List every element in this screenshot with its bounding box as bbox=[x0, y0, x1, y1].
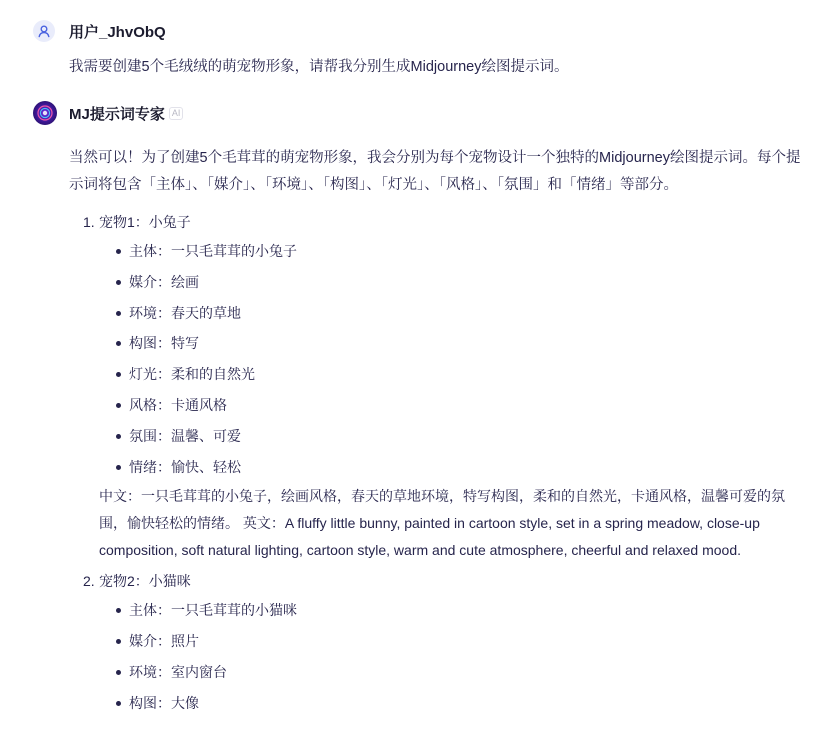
pet-title: 宠物2：小猫咪 bbox=[99, 573, 191, 590]
attribute-item: 氛围：温馨、可爱 bbox=[99, 421, 809, 452]
user-avatar bbox=[33, 20, 55, 42]
user-message-text: 我需要创建5个毛绒绒的萌宠物形象，请帮我分别生成Midjourney绘图提示词。 bbox=[69, 59, 569, 75]
user-name: 用户_JhvObQ bbox=[69, 23, 166, 41]
assistant-intro: 当然可以！为了创建5个毛茸茸的萌宠物形象，我会分别为每个宠物设计一个独特的Midjourney绘图提示词。每个提示词将包含「主体」、「媒介」、「环境」、「构图」、「灯光」、「风格」、「氛围」和「情绪」等部分。 bbox=[69, 150, 801, 193]
attribute-item: 灯光：柔和的自然光 bbox=[99, 359, 809, 390]
attribute-item: 构图：特写 bbox=[99, 328, 809, 359]
attribute-item: 构图：大像 bbox=[99, 688, 809, 719]
assistant-name: MJ提示词专家 bbox=[69, 105, 165, 123]
pet-prompt-text: 中文：一只毛茸茸的小兔子，绘画风格，春天的草地环境，特写构图，柔和的自然光，卡通风格，温馨可爱的氛围，愉快轻松的情绪。 英文：A fluffy little bunny, painted in cartoon style, set in a spring meadow, close-up composition, soft natural lighting, cartoon style, warm and cute atmosphere, cheerful and relaxed mood. bbox=[99, 488, 785, 558]
attribute-item: 主体：一只毛茸茸的小猫咪 bbox=[99, 595, 809, 626]
attribute-item: 环境：春天的草地 bbox=[99, 298, 809, 329]
pet-list bbox=[69, 209, 809, 719]
pet-attributes bbox=[99, 236, 809, 482]
attribute-item: 主体：一只毛茸茸的小兔子 bbox=[99, 236, 809, 267]
attribute-item: 媒介：照片 bbox=[99, 626, 809, 657]
ai-badge: AI bbox=[169, 107, 184, 120]
attribute-item: 风格：卡通风格 bbox=[99, 390, 809, 421]
user-icon bbox=[37, 24, 51, 38]
attribute-item: 媒介：绘画 bbox=[99, 267, 809, 298]
assistant-message-header bbox=[33, 101, 183, 125]
pet-item bbox=[69, 209, 809, 563]
attribute-item: 环境：室内窗台 bbox=[99, 657, 809, 688]
pet-number: 2. bbox=[83, 573, 95, 590]
assistant-logo-icon bbox=[36, 104, 54, 122]
pet-number: 1. bbox=[83, 214, 95, 230]
pet-item bbox=[69, 568, 809, 718]
attribute-item: 情绪：愉快、轻松 bbox=[99, 452, 809, 483]
assistant-avatar bbox=[33, 101, 57, 125]
pet-attributes bbox=[99, 595, 809, 718]
pet-title: 宠物1：小兔子 bbox=[99, 214, 191, 230]
user-message-header bbox=[33, 20, 166, 42]
assistant-answer bbox=[69, 145, 809, 722]
